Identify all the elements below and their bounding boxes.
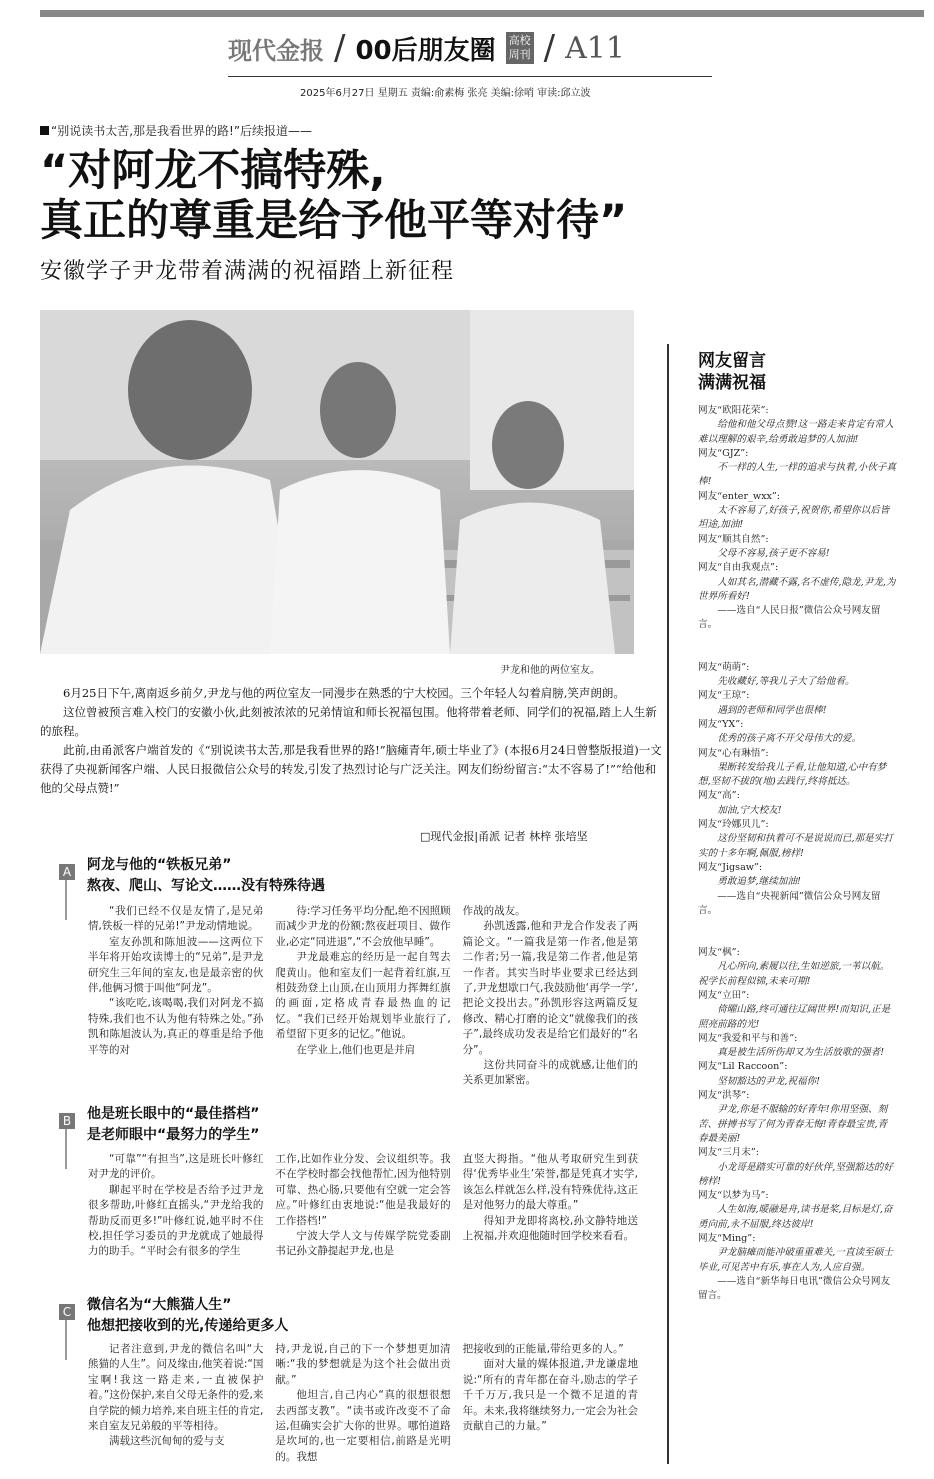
paragraph: “我们已经不仅是友情了,是兄弟情,铁板一样的兄弟!”尹龙动情地说。 [88, 905, 264, 933]
comment-author: 网友“三月末”: [698, 1147, 760, 1159]
paragraph: 记者注意到,尹龙的微信名叫“大熊猫的人生”。问及缘由,他笑着说:“国宝啊!我这一路走来,一直被保护着。”这份保护,来自父母无条件的爱,来自学院的倾力培养,来自班主任的肯定,来自室友兄弟般的平等相待。 [88, 1343, 264, 1433]
section-marker-line [65, 1129, 67, 1169]
comment-text: 这份坚韧和执着可不是说说而已,那是实打实的十多年啊,佩服,榜样! [698, 833, 893, 859]
dateline: 2025年6月27日 星期五 责编:俞素梅 张亮 美编:徐哨 审读:邱立波 [300, 88, 591, 99]
section-title-1: 阿龙与他的“铁板兄弟” [87, 857, 232, 873]
kicker-text: “别说读书太苦,那是我看世界的路!”后续报道—— [51, 124, 313, 138]
lead-paragraph: 6月25日下午,离南返乡前夕,尹龙与他的两位室友一同漫步在熟悉的宁大校园。三个年轻人勾着肩膀,笑声朗朗。 [63, 686, 625, 700]
newspaper-name: 现代金报 [228, 35, 324, 65]
kicker [40, 122, 312, 139]
headline [40, 146, 740, 246]
paragraph: 作战的战友。 [462, 905, 526, 917]
subheadline: 安徽学子尹龙带着满满的祝福踏上新征程 [40, 259, 455, 284]
paragraph: 尹龙最难忘的经历是一起自驾去爬黄山。他和室友们一起背着红旗,互相鼓劲登上山顶,在山顶用力挥舞红旗的画面,定格成青春最热血的记忆。“我们已经开始规划毕业旅行了,希望留下更多的记忆。”他说。 [275, 951, 451, 1041]
top-rule [40, 10, 924, 17]
section-title-2: 他想把接收到的光,传递给更多人 [87, 1318, 289, 1334]
masthead-divider: / [334, 28, 346, 68]
comment-text: 真是被生活所伤却又为生活放歌的强者! [717, 1047, 885, 1059]
paragraph: 在学业上,他们也更是并肩 [296, 1043, 416, 1056]
comment-author: 网友“立田”: [698, 989, 750, 1001]
comment-author: 网友“玲娜贝儿”: [698, 819, 769, 831]
text-column [275, 1342, 450, 1472]
lead-paragraph: 这位曾被预言难入校门的安徽小伙,此刻被浓浓的兄弟情谊和师长祝福包围。他将带着老师、同学们的祝福,踏上人生新的旅程。 [40, 705, 657, 738]
paragraph: 持,尹龙说,自己的下一个梦想更加清晰:“我的梦想就是为这个社会做出贡献。” [275, 1343, 451, 1386]
comment-author: 网友“欧阳花荣”: [698, 405, 769, 416]
sidebar-rule [667, 344, 669, 1464]
comment-group-spacer [698, 633, 896, 661]
photo-illustration [40, 310, 634, 654]
comment-author: 网友“王琼”: [698, 690, 750, 702]
comment-text: 不一样的人生,一样的追求与执着,小伙子真棒! [698, 462, 896, 488]
section-marker-line [65, 1320, 67, 1360]
comment-group-spacer [698, 918, 896, 946]
comment-author: 网友“萌萌”: [698, 661, 750, 673]
paragraph: “可靠”“有担当”,这是班长叶修红对尹龙的评价。 [88, 1153, 264, 1181]
page-number: A11 [565, 30, 625, 66]
comment-author: 网友“Jigsaw”: [698, 861, 763, 873]
comment-text: 凡心所向,素履以往,生如逆旅,一苇以航。祝学长前程似锦,未来可期! [698, 961, 890, 987]
section-marker-line [65, 880, 67, 920]
square-bullet-icon [40, 126, 49, 135]
text-column [275, 904, 450, 1089]
comment-text: 小龙哥是踏实可靠的好伙伴,坚强豁达的好榜样! [698, 1161, 893, 1187]
comment-author: 网友“高”: [698, 790, 740, 802]
section-title-2: 是老师眼中“最努力的学生” [87, 1127, 260, 1143]
comment-list [698, 404, 896, 1304]
comment-text: 果断转发给我儿子看,让他知道,心中有梦想,坚韧不拔的(地)去践行,终将抵达。 [698, 761, 887, 788]
comment-author: 网友“enter_wxx”: [698, 490, 781, 502]
comment-text: 人生如海,暖融是舟,读书是桨,目标是灯,奋勇向前,永不屈服,终达彼岸! [698, 1204, 893, 1230]
text-column [463, 904, 638, 1089]
masthead [228, 24, 712, 72]
headline-line-2: 真正的尊重是给予他平等对待” [40, 196, 628, 246]
sidebar-title-1: 网友留言 [698, 351, 766, 371]
paragraph: 孙凯透露,他和尹龙合作发表了两篇论文。“一篇我是第一作者,他是第二作者;另一篇,我是第二作者,他是第一作者。其实当时毕业要求已经达到了,尹龙想歇口气,我鼓励他‘再学一学’,把论文投出去。”孙凯形容这两篇反复修改、精心打磨的论文“就像我们的孩子”,最终成功发表是给它们最好的“名分”。 [462, 920, 638, 1056]
comment-author: 网友“YX”: [698, 718, 744, 730]
comment-text: 先收藏好,等我儿子大了给他看。 [717, 676, 855, 688]
comment-author: 网友“Ming”: [698, 1233, 756, 1245]
section-letter: A [59, 864, 75, 880]
paragraph: 得知尹龙即将离校,孙文静特地送上祝福,并欢迎他随时回学校来看看。 [462, 1214, 638, 1243]
comment-text: 给他和他父母点赞!这一路走来肯定有常人难以理解的艰辛,给勇敢追梦的人加油! [698, 419, 894, 445]
masthead-divider: / [543, 28, 556, 68]
comment-author: 网友“Lil Raccoon”: [698, 1061, 788, 1073]
lead-paragraphs [40, 684, 662, 798]
comment-text: 太不容易了,好孩子,祝贺你,希望你以后皆坦途,加油! [698, 505, 890, 531]
comment-text: 勇敢追梦,继续加油! [717, 876, 801, 888]
comment-text: 倚曜山路,终可通往辽阔世界!而知识,正是照亮前路的光! [698, 1004, 891, 1030]
text-column [463, 1152, 638, 1260]
comment-text: 父母不容易,孩子更不容易! [717, 547, 830, 559]
comment-author: 网友“顺其自然”: [698, 533, 769, 545]
paragraph: 聊起平时在学校是否给予过尹龙很多帮助,叶修红直摇头,“尹龙给我的帮助反而更多!”叶修红说,她平时不住校,担任学习委员的尹龙就成了她最得力的助手。“平时会有很多的学生 [88, 1183, 264, 1258]
comment-text: 人如其名,潜藏不露,名不虚传,隐龙,尹龙,为世界所看好! [698, 576, 896, 602]
comment-source: ——选自“央视新闻”微信公众号网友留言。 [698, 890, 881, 916]
comment-author: 网友“心有琳悟”: [698, 747, 769, 759]
text-column [275, 1152, 450, 1260]
comment-text: 遇到的老师和同学也很棒! [717, 704, 827, 716]
paragraph: 满载这些沉甸甸的爱与支 [109, 1435, 225, 1448]
paragraph: 他坦言,自己内心“真的很想很想去西部支教”。“读书或许改变不了命运,但确实会扩大你的世界。哪怕道路是坎坷的,也一定要相信,前路是光明的。我想 [275, 1389, 451, 1463]
comment-author: 网友“自由我观点”: [698, 562, 779, 574]
news-photo [40, 310, 634, 654]
paragraph: 宁波大学人文与传媒学院党委副书记孙文静提起尹龙,也是 [275, 1230, 451, 1258]
comment-text: 坚韧豁达的尹龙,祝福你! [717, 1075, 821, 1087]
paragraph: 工作,比如作业分发、会议组织等。我不在学校时都会找他帮忙,因为他特别可靠、热心肠,只要他有空就一定会答应。”叶修红由衷地说:“他是我最好的工作搭档!” [275, 1153, 451, 1227]
text-column [88, 1152, 263, 1260]
comment-source: ——选自“新华每日电讯”微信公众号网友留言。 [698, 1275, 891, 1302]
comment-source: ——选自“人民日报”微信公众号网友留言。 [698, 605, 881, 631]
comment-author: 网友“我爱和平与和善”: [698, 1032, 798, 1044]
section-a-body [88, 904, 638, 1089]
section-b-body [88, 1152, 638, 1260]
comment-text: 加油,宁大校友! [717, 804, 782, 816]
section-c-body [88, 1342, 638, 1472]
text-column [88, 1342, 263, 1472]
comments-sidebar [698, 350, 896, 1304]
comment-author: 网友“洪琴”: [698, 1090, 750, 1102]
section-name: 00后朋友圈 [355, 35, 496, 66]
section-title-1: 他是班长眼中的“最佳搭档” [87, 1106, 260, 1122]
comment-author: 网友“GJZ”: [698, 447, 749, 459]
text-column [88, 904, 263, 1089]
section-tag: 高校周刊 [506, 32, 534, 64]
text-column [463, 1342, 638, 1472]
comment-author: 网友“以梦为马”: [698, 1190, 769, 1202]
paragraph: 室友孙凯和陈旭波——这两位下半年将开始攻读博士的“兄弟”,是尹龙研究生三年间的室友,也是最亲密的伙伴,他俩习惯于叫他“阿龙”。 [88, 935, 264, 995]
paragraph: 把接收到的正能量,带给更多的人。” [462, 1343, 624, 1355]
byline: □现代金报|甬派 记者 林梓 张培坚 [420, 830, 588, 843]
masthead-rule [228, 76, 712, 77]
paragraph: “该吃吃,该喝喝,我们对阿龙不搞特殊,我们也不认为他有特殊之处。”孙凯和陈旭波认为,真正的尊重是给予他平等的对 [88, 997, 264, 1056]
comment-text: 尹龙,你是不服输的好青年!你用坚强、刻苦、拼搏书写了何为青春无悔!青春最宝贵,青春最美丽! [698, 1104, 888, 1144]
headline-line-1: “对阿龙不搞特殊, [40, 146, 386, 196]
lead-paragraph: 此前,由甬派客户端首发的《“别说读书太苦,那是我看世界的路!”脑瘫青年,硕士毕业了》(本报6月24日曾整版报道)一文获得了央视新闻客户端、人民日报微信公众号的转发,引发了热烈讨论与广泛关注。网友们纷纷留言:“太不容易了!”“给他和他的父母点赞!” [40, 743, 662, 795]
section-title-2: 熬夜、爬山、写论文……没有特殊待遇 [87, 878, 325, 894]
comment-author: 网友“枫”: [698, 947, 740, 959]
sidebar-title-2: 满满祝福 [698, 373, 766, 393]
section-title-1: 微信名为“大熊猫人生” [87, 1297, 232, 1313]
paragraph: 面对大量的媒体报道,尹龙谦虚地说:“所有的青年都在奋斗,励志的学子千千万万,我只是一个微不足道的青年。未来,我将继续努力,一定会为社会贡献自己的力量。” [462, 1358, 638, 1433]
paragraph: 待:学习任务平均分配,绝不因照顾而减少尹龙的份额;熬夜赶项目、做作业,必定“同进退”,“不会放他早睡”。 [275, 905, 451, 948]
section-letter: C [59, 1304, 75, 1320]
photo-caption: 尹龙和他的两位室友。 [500, 665, 600, 676]
comment-text: 尹龙脑瘫而能冲破重重难关,一直读至硕士毕业,可见苦中有乐,事在人为,人应自强。 [698, 1247, 893, 1273]
comment-text: 优秀的孩子离不开父母伟大的爱。 [717, 733, 862, 745]
paragraph: 直竖大拇指。“他从考取研究生到获得‘优秀毕业生’荣誉,都是凭真才实学,该怎么样就怎么样,没有特殊优待,这正是对他努力的最大尊重。” [462, 1153, 638, 1212]
section-letter: B [59, 1113, 75, 1129]
paragraph: 这份共同奋斗的成就感,让他们的关系更加紧密。 [462, 1059, 638, 1087]
